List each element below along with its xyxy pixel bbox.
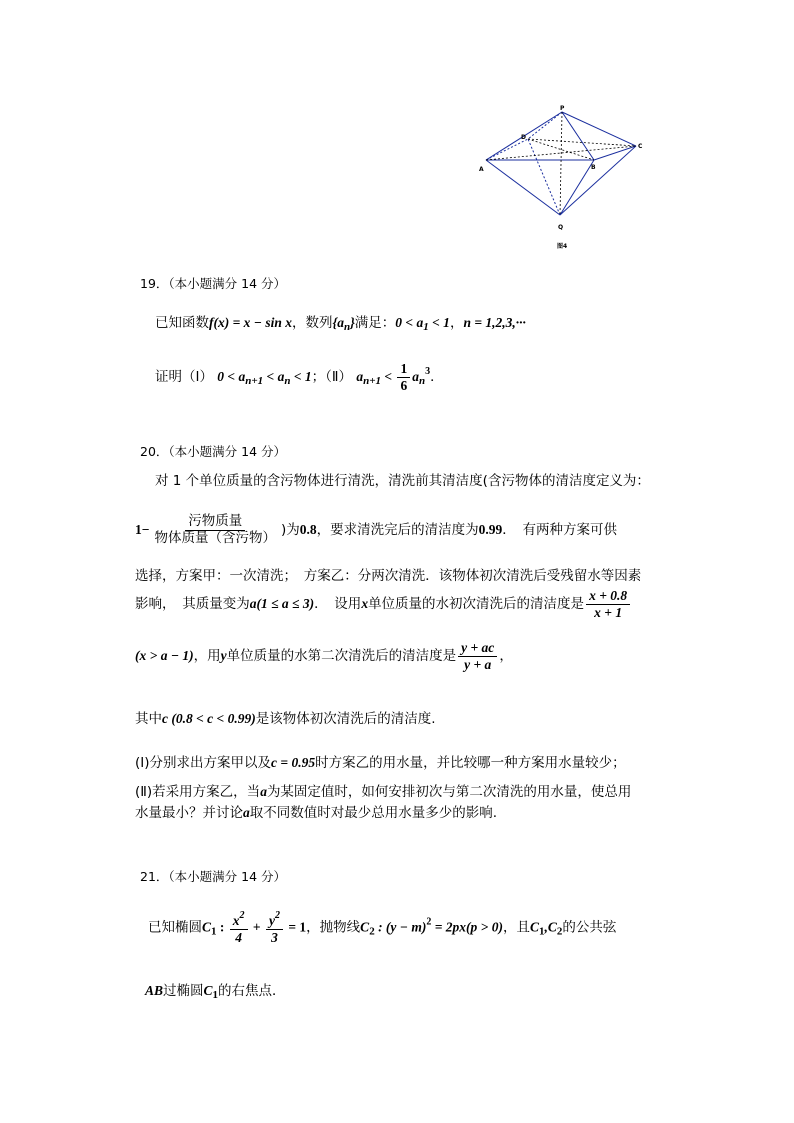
q19-p2-sep: ；（Ⅱ） [311,369,353,386]
q20-l2-a: 为 [286,522,300,539]
q20-l9-b: 取不同数值时对最少总用水量多少的影响. [249,805,498,821]
q20-l2-c: ． 有两种方案可供 [502,522,617,539]
q19-seq-sub: n [343,321,351,333]
q20-paren: ) [280,522,287,539]
q20-line3: 选择，方案甲：一次清洗； 方案乙：分两次清洗．该物体初次清洗后受残留水等因素 [135,568,642,584]
q19-seq-end: } [350,315,355,330]
q19-s4: ， [449,315,464,331]
q19-frac-den: 6 [400,377,408,393]
q20-l6-a: 其中 [135,711,162,727]
q20-l4-den: x + 1 [594,604,623,620]
q20-line1: 对 1 个单位质量的含污物体进行清洗，清洗前其清洁度(含污物体的清洁度定义为： [155,473,650,489]
q21-colon: : [216,919,228,935]
q21-parabola: : (y − m) [374,919,427,935]
q19-seq: {a [332,315,344,330]
edge-PD [528,112,562,139]
q20-l5-y: y [220,648,227,664]
q20-l4-m: a(1 ≤ a ≤ 3) [249,596,315,612]
q20-l4-b: ． 设用 [314,596,362,613]
q19-p2-m2: < a [263,369,285,385]
q21-y-den: 3 [271,929,278,945]
q19-p2-m4: a [356,369,364,385]
q20-line5 [135,640,513,672]
q21-l2-c-sub: 1 [212,989,219,1001]
q20-l5-m: (x > a − 1) [135,648,194,664]
q21-c1: C [202,919,212,935]
q20-l6-m: c (0.8 < c < 0.99) [162,711,256,726]
q20-l7-m: c = 0.95 [271,755,316,770]
q19-p2-sup: 3 [425,366,431,378]
q19-p2-sub2: n [284,375,291,388]
q19-p2-m3: < 1 [290,369,312,385]
q20-v1: 0.8 [299,522,317,538]
q19-fraction [397,361,410,393]
q20-one-minus: 1− [135,522,150,538]
q21-c3-sub: 1 [539,925,545,938]
q20-def-den: 物体质量（含污物） [154,529,276,546]
q21-l1-c: ，且 [503,919,530,936]
q21-header: 21．（本小题满分 14 分） [140,869,287,884]
label-A: A [479,166,484,173]
q21-x-fraction [230,910,248,945]
q20-l2-b: ，要求清洗完后的清洁度为 [316,522,479,539]
q19-p2-sub3: n+1 [363,375,381,388]
q19-p2-sub4: n [418,375,426,388]
q20-l7-a: (Ⅰ)分别求出方案甲以及 [135,755,272,771]
q19-nvals: n = 1,2,3,··· [463,315,526,330]
q21-plus: + [249,919,264,935]
q21-eq: = 1 [284,919,307,935]
q19-p2-sub1: n+1 [245,375,264,388]
q21-line1 [148,910,616,945]
q21-c1-sub: 1 [211,925,217,938]
q21-y-sup: 2 [274,910,280,921]
q21-parabola-sup: 2 [426,916,432,928]
q21-l1-a: 已知椭圆 [148,919,202,936]
q19-prove [155,361,444,393]
label-P: P [560,105,565,112]
q20-line6 [135,711,436,727]
q20-l9-m: a [243,805,250,820]
q20-l8-b: 为某固定值时，如何安排初次与第二次清洗的用水量，使总用 [266,784,632,800]
q19-p2-m6: a [412,369,419,385]
q19-header: 19．（本小题满分 14 分） [140,276,287,291]
figure-caption: 图4 [557,243,568,250]
q21-x-sup: 2 [239,910,245,921]
q20-l6-b: 是该物体初次清洗后的清洁度. [255,711,436,727]
label-D: D [521,134,526,141]
figure-4-pyramid [470,100,660,260]
q20-first-fraction [586,588,630,620]
q20-line4 [135,588,632,620]
q19-p2-end: ． [430,369,444,386]
q19-frac-num: 1 [397,361,410,378]
q19-cond-end: < 1 [428,315,450,330]
q20-l5-a: ，用 [193,648,221,665]
q19-s1: 已知函数 [155,315,209,331]
q21-y-fraction [266,910,283,945]
q20-line9 [135,805,497,821]
q20-l5-b: 单位质量的水第二次清洗后的清洁度是 [226,648,457,665]
edge-AD [486,139,528,160]
q20-l5-c: ， [499,648,513,665]
q20-header: 20．（本小题满分 14 分） [140,444,287,459]
q20-line2 [135,514,617,546]
q21-parabola-rhs: = 2px(p > 0) [431,919,503,935]
q21-c4: ,C [544,919,557,935]
q19-s3: 满足： [354,315,396,331]
q21-l2-b: 的右焦点． [218,983,286,999]
q21-ab: AB [145,983,164,998]
q21-c2-sub: 2 [369,925,375,938]
q19-p2-label: 证明（Ⅰ） [155,369,213,386]
q20-l8-a: (Ⅱ)若采用方案乙，当 [135,784,261,800]
q20-l4-x: x [361,596,369,612]
q19-s2: ，数列 [292,315,333,331]
q21-l1-d: 的公共弦 [562,919,617,936]
q20-l7-b: 时方案乙的用水量，并比较哪一种方案用水量较少； [315,755,626,771]
q20-l5-num: y + ac [458,640,497,657]
q19-func: f(x) = x − sin x [209,315,292,330]
q20-l4-a: 影响， 其质量变为 [135,596,250,613]
q21-x-den: 4 [235,929,243,945]
q20-def-num: 污物质量 [185,514,245,531]
q20-def-fraction [151,514,279,546]
label-Q: Q [558,224,564,231]
q21-line2 [145,983,286,1002]
q19-cond-sub: 1 [423,321,429,333]
label-C: C [638,143,643,150]
q20-v2: 0.99 [478,522,503,538]
q21-y-num [266,910,283,930]
q20-l5-den: y + a [464,656,492,672]
q21-y: y [268,913,275,928]
q21-x: x [232,913,240,928]
q19-statement [155,315,526,334]
axis-PQ [560,112,562,215]
q21-x-num [230,910,248,930]
q20-l4-num: x + 0.8 [586,588,630,605]
q20-line8 [135,784,631,800]
edge-QC [560,146,636,215]
q21-l1-b: ，抛物线 [306,919,361,936]
q20-second-fraction [458,640,497,672]
q19-cond: 0 < a [395,315,424,330]
q21-c2: C [360,919,370,935]
q20-line7 [135,755,626,771]
label-B: B [591,164,596,171]
q21-l2-a: 过椭圆 [163,983,204,999]
q20-l9-a: 水量最小？并讨论 [135,805,243,821]
edge-QB [560,160,594,215]
q19-p2-m5: < [381,369,396,385]
q20-l4-c: 单位质量的水初次清洗后的清洁度是 [368,596,585,613]
q21-c3: C [530,919,540,935]
q20-l8-m: a [260,784,267,799]
q19-p2-m1: 0 < a [217,369,246,385]
q21-c4-sub: 2 [556,925,563,938]
q21-l2-c: C [203,983,213,998]
